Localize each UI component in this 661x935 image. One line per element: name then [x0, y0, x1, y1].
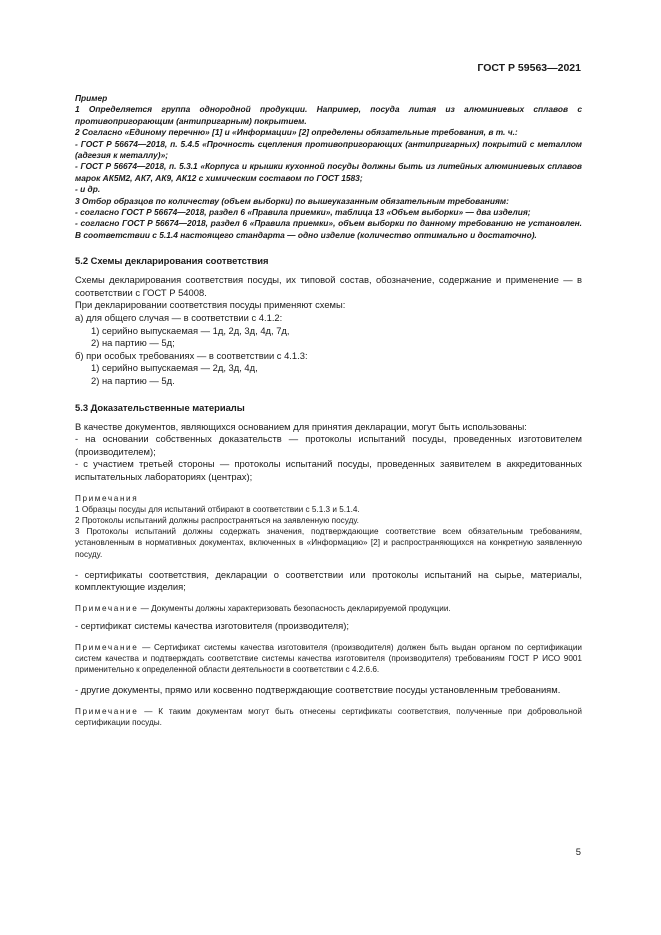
example-line: 3 Отбор образцов по количеству (объем выборки) по вышеуказанным обязательным требованиям: — [75, 195, 509, 206]
note-block — [75, 603, 582, 614]
paragraph: - сертификат системы качества изготовителя (производителя); — [75, 620, 349, 632]
note-text: — Документы должны характеризовать безопасность декларируемой продукции. — [138, 604, 451, 613]
section-body — [75, 421, 582, 484]
list-subitem: 1) серийно выпускаемая — 1д, 2д, 3д, 4д, 7д, — [91, 324, 290, 336]
example-line: - согласно ГОСТ Р 56674—2018, раздел 6 «Правила приемки», таблица 13 «Объем выборки» — два изделия; — [75, 207, 531, 218]
list-subitem: 2) на партию — 5д. — [91, 375, 175, 387]
section-heading: 5.2 Схемы декларирования соответствия — [75, 255, 269, 267]
note-text: — К таким документам могут быть отнесены сертификаты соответствия, полученные при добровольной сертификации посуды. — [75, 707, 582, 728]
note-label: Примечание — [75, 642, 139, 652]
paragraph: - с участием третьей стороны — протоколы испытаний посуды, проведенных заявителем в аккредитованных испытательных лабораториях (центрах); — [75, 458, 582, 482]
example-line: - согласно ГОСТ Р 56674—2018, раздел 6 «Правила приемки», объем выборки по данному требованию не установлен. В соответствии с 5.1.4 настоящего стандарта — одно изделие (количество оптимально и достаточно). — [75, 218, 582, 240]
page-number: 5 — [575, 846, 581, 857]
notes-block — [75, 493, 582, 560]
list-item: б) при особых требованиях — в соответствии с 4.1.3: — [75, 349, 308, 361]
example-line: - ГОСТ Р 56674—2018, п. 5.4.5 «Прочность сцепления противопригорающих (антипригарных) покрытий с металлом (адгезия к металлу)»; — [75, 138, 582, 161]
note-item: 3 Протоколы испытаний должны содержать значения, подтверждающие соответствие всем обязательным требованиям, установленным в нормативных документах, включенных в «Информацию» [2] и распространяющихся на конкретную заявленную посуду. — [75, 527, 582, 559]
note-label: Примечание — [75, 707, 139, 716]
section-body — [75, 274, 582, 387]
example-line: - ГОСТ Р 56674—2018, п. 5.3.1 «Корпуса и крышки кухонной посуды должны быть из литейных алюминиевых сплавов марок АК5М2, АК7, АК9, АК12 с химическим составом по ГОСТ 1583; — [75, 161, 582, 183]
list-item: а) для общего случая — в соответствии с 4.1.2: — [75, 312, 283, 324]
paragraph: - на основании собственных доказательств — протоколы испытаний посуды, проведенных изготовителем (производителем); — [75, 433, 582, 457]
note-text: — Сертификат системы качества изготовителя (производителя) должен быть выдан органом по сертификации систем качества и подтверждать соответствие системы качества изготовителя (производителя) требованиям ГОСТ Р ИСО 9001 применительно к определенной области деятельности в соответствии с 4.2.6.6. — [75, 642, 582, 675]
section-body — [75, 569, 582, 594]
paragraph: - сертификаты соответствия, декларации о соответствии или протоколы испытаний на сырье, материалы, комплектующие изделия; — [75, 568, 582, 593]
section-heading: 5.3 Доказательственные материалы — [75, 401, 245, 413]
list-subitem: 2) на партию — 5д; — [91, 337, 175, 349]
section-body — [75, 684, 582, 697]
note-block — [75, 706, 582, 728]
example-block — [75, 93, 582, 241]
note-item: 1 Образцы посуды для испытаний отбирают в соответствии с 5.1.3 и 5.1.4. — [75, 504, 360, 514]
example-line: - и др. — [75, 184, 101, 195]
note-label: Примечание — [75, 604, 139, 613]
notes-title: Примечания — [75, 493, 139, 503]
paragraph: В качестве документов, являющихся основанием для принятия декларации, могут быть использованы: — [75, 420, 527, 432]
example-line: 1 Определяется группа однородной продукции. Например, посуда литая из алюминиевых сплавов с противопригорающим (антипригарным) покрытием. — [75, 104, 582, 126]
document-id: ГОСТ Р 59563—2021 — [477, 62, 581, 74]
note-item: 2 Протоколы испытаний должны распространяться на заявленную посуду. — [75, 516, 359, 525]
list-subitem: 1) серийно выпускаемая — 2д, 3д, 4д, — [91, 362, 258, 374]
example-line: 2 Согласно «Единому перечню» [1] и «Информации» [2] определены обязательные требования, в т. ч.: — [75, 127, 518, 138]
note-block — [75, 642, 582, 676]
paragraph: - другие документы, прямо или косвенно подтверждающие соответствие посуды установленным требованиям. — [75, 684, 561, 696]
page-content — [75, 93, 582, 728]
example-title: Пример — [75, 93, 108, 103]
paragraph: Схемы декларирования соответствия посуды, их типовой состав, обозначение, содержание и применение — в соответствии с ГОСТ Р 54008. — [75, 274, 582, 298]
section-body — [75, 620, 582, 633]
paragraph: При декларировании соответствия посуды применяют схемы: — [75, 299, 346, 311]
